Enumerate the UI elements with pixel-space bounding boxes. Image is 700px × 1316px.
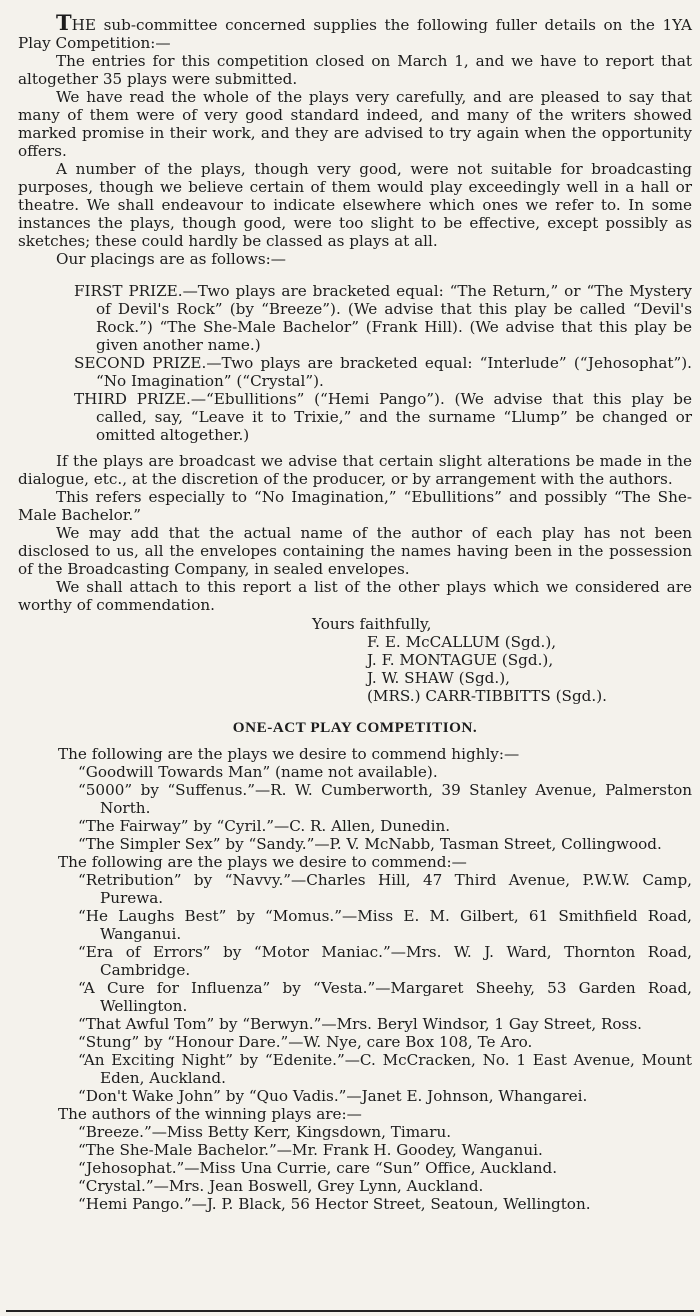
list-item: “Goodwill Towards Man” (name not available). [78,763,438,781]
column-end-rule [6,1310,694,1312]
signature-block [18,615,692,705]
list-item: “Don't Wake John” by “Quo Vadis.”—Janet E. Johnson, Whangarei. [78,1087,588,1105]
list-item: “5000” by “Suffenus.”—R. W. Cumberworth, 39 Stanley Avenue, Palmerston North. [78,781,692,817]
list-item: “The Fairway” by “Cyril.”—C. R. Allen, Dunedin. [78,817,451,835]
section-heading: ONE-ACT PLAY COMPETITION. [232,719,478,736]
signatory: (MRS.) CARR-TIBBITTS (Sgd.). [367,687,607,705]
intro-paragraph-3: We have read the whole of the plays very carefully, and are pleased to say that many of them were of very good standard indeed, and many of the writers showed marked promise in their work, and they are advised to try again when the opportunity offers. [18,88,692,160]
list-item: “He Laughs Best” by “Momus.”—Miss E. M. Gilbert, 61 Smithfield Road, Wanganui. [78,907,692,943]
closing-paragraph-2: This refers especially to “No Imagination,” “Ebullitions” and possibly “The She-Male Bachelor.” [18,488,692,524]
list-item: “Breeze.”—Miss Betty Kerr, Kingsdown, Timaru. [78,1123,452,1141]
prize-list [18,268,692,444]
first-prize: FIRST PRIZE.—Two plays are bracketed equal: “The Return,” or “The Mystery of Devil's Rock” (by “Breeze”). (We advise that this play be called “Devil's Rock.”) “The She-Male Bachelor” (Frank Hill). (We advise that this play be given another name.) [74,282,692,354]
signature-greeting: Yours faithfully, [312,615,432,633]
intro-text-1: HE sub-committee concerned supplies the following fuller details on the 1YA Play Competition:— [18,16,692,52]
second-prize: SECOND PRIZE.—Two plays are bracketed equal: “Interlude” (“Jehosophat”). “No Imagination” (“Crystal”). [74,354,692,390]
signatory: F. E. McCALLUM (Sgd.), [367,633,557,651]
closing-paragraph-3: We may add that the actual name of the author of each play has not been disclosed to us, all the envelopes containing the names having been in the possession of the Broadcasting Company, in sealed envelopes. [18,524,692,578]
list-item: “Hemi Pango.”—J. P. Black, 56 Hector Street, Seatoun, Wellington. [78,1195,591,1213]
list-item: “Retribution” by “Navvy.”—Charles Hill, 47 Third Avenue, P.W.W. Camp, Purewa. [78,871,692,907]
intro-paragraph-5: Our placings are as follows:— [56,250,286,268]
winners-intro: The authors of the winning plays are:— [58,1105,362,1123]
intro-paragraph-4: A number of the plays, though very good, were not suitable for broadcasting purposes, though we believe certain of them would play exceedingly well in a hall or theatre. We shall endeavour to indicate elsewhere which ones we refer to. In some instances the plays, though good, were too slight to be effective, except possibly as sketches; these could hardly be classed as plays at all. [18,160,692,250]
list-item: “Crystal.”—Mrs. Jean Boswell, Grey Lynn, Auckland. [78,1177,484,1195]
list-item: “That Awful Tom” by “Berwyn.”—Mrs. Beryl Windsor, 1 Gay Street, Ross. [78,1015,642,1033]
signatory: J. F. MONTAGUE (Sgd.), [367,651,554,669]
list-item: “An Exciting Night” by “Edenite.”—C. McCracken, No. 1 East Avenue, Mount Eden, Auckland. [78,1051,692,1087]
list-item: “Era of Errors” by “Motor Maniac.”—Mrs. W. J. Ward, Thornton Road, Cambridge. [78,943,692,979]
list-item: “The She-Male Bachelor.”—Mr. Frank H. Goodey, Wanganui. [78,1141,543,1159]
drop-cap: T [56,10,72,35]
list-item: “The Simpler Sex” by “Sandy.”—P. V. McNabb, Tasman Street, Collingwood. [78,835,662,853]
intro-paragraph-1 [18,10,692,52]
third-prize: THIRD PRIZE.—“Ebullitions” (“Hemi Pango”). (We advise that this play be called, say, “Leave it to Trixie,” and the surname “Llump” be changed or omitted altogether.) [74,390,692,444]
closing-paragraph-1: If the plays are broadcast we advise that certain slight alterations be made in the dialogue, etc., at the discretion of the producer, or by arrangement with the authors. [18,452,692,488]
commended-intro: The following are the plays we desire to commend:— [58,853,467,871]
signatory: J. W. SHAW (Sgd.), [367,669,510,687]
highly-commended-intro: The following are the plays we desire to commend highly:— [58,745,520,763]
closing-paragraph-4: We shall attach to this report a list of the other plays which we considered are worthy of commendation. [18,578,692,614]
list-item: “A Cure for Influenza” by “Vesta.”—Margaret Sheehy, 53 Garden Road, Wellington. [78,979,692,1015]
intro-paragraph-2: The entries for this competition closed on March 1, and we have to report that altogether 35 plays were submitted. [18,52,692,88]
list-item: “Jehosophat.”—Miss Una Currie, care “Sun” Office, Auckland. [78,1159,558,1177]
list-item: “Stung” by “Honour Dare.”—W. Nye, care Box 108, Te Aro. [78,1033,533,1051]
